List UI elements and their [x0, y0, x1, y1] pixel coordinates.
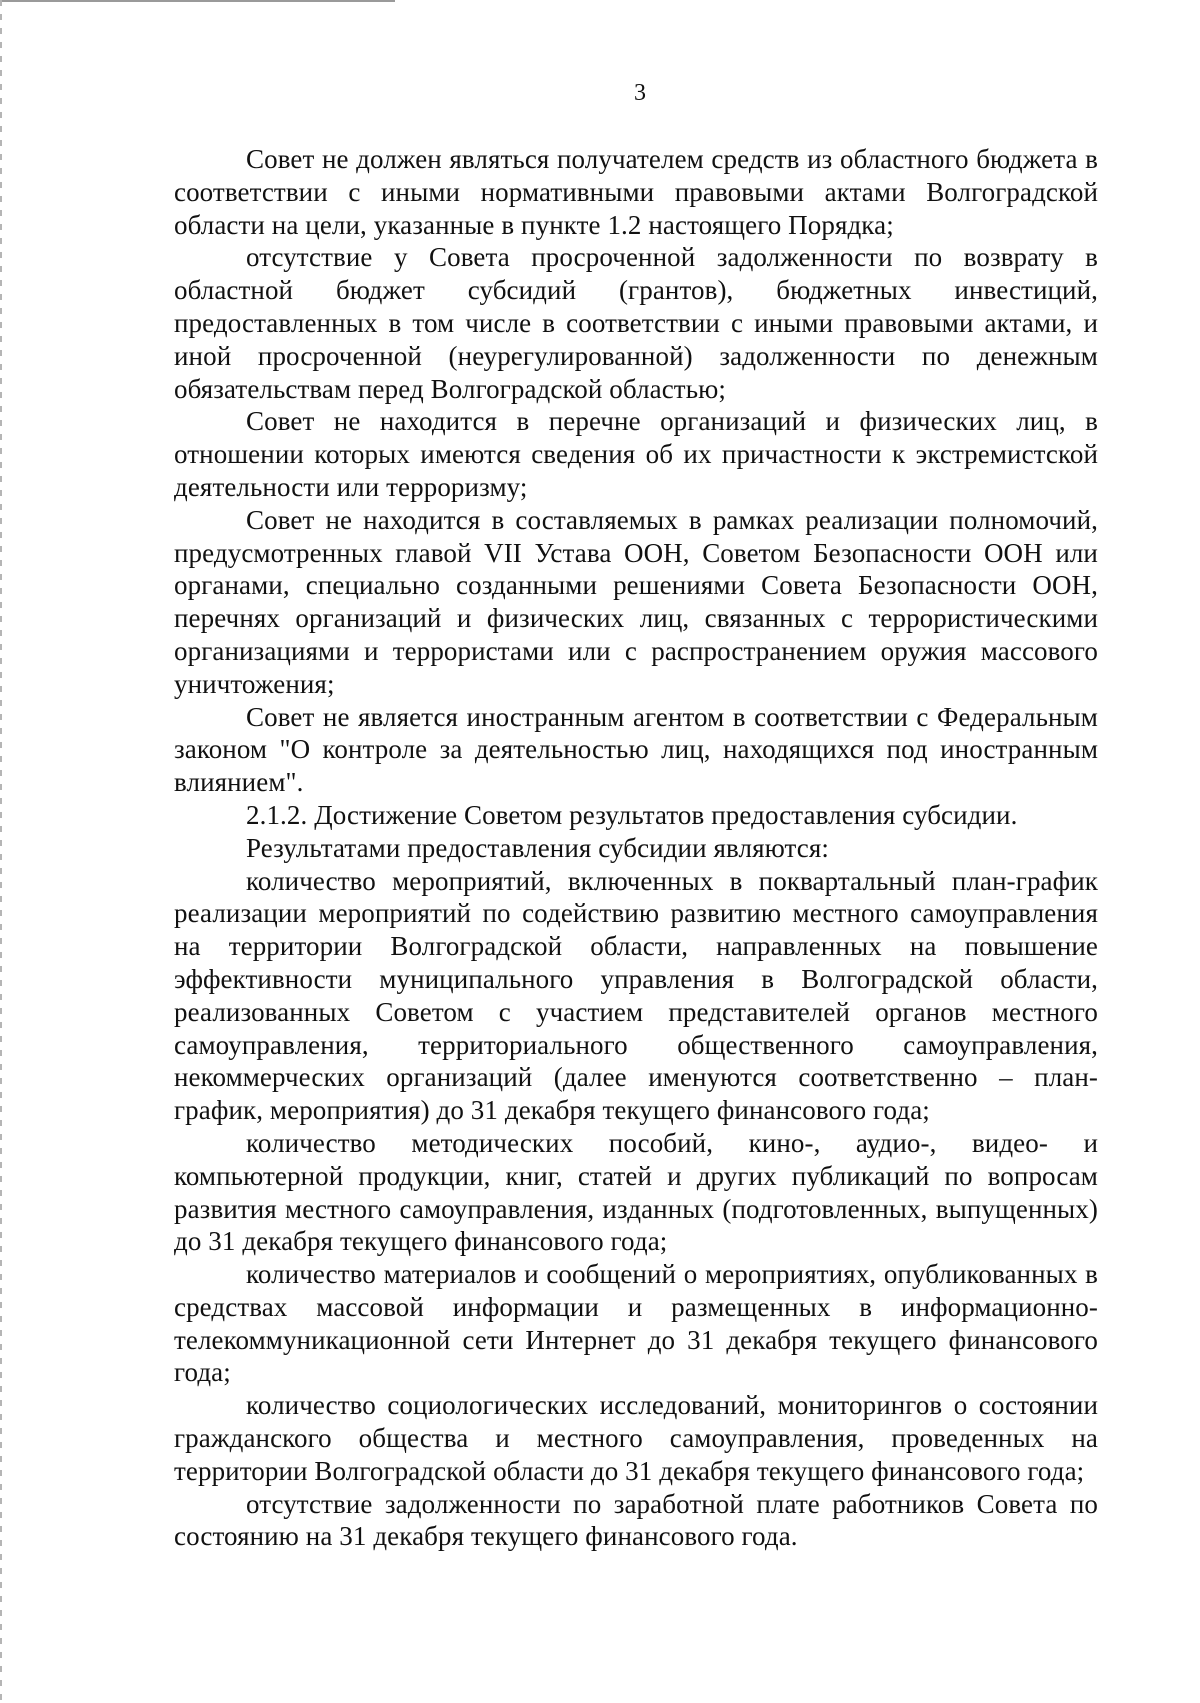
- page-number: 3: [634, 80, 646, 106]
- paragraph-results-intro: Результатами предоставления субсидии являются:: [246, 832, 829, 863]
- paragraph-condition-no-overdue-debt: отсутствие у Совета просроченной задолженности по возврату в областной бюджет субсидий (грантов), бюджетных инвестиций, предоставленных в том числе в соответствии с иными правовыми актами, и иной просроченной (неурегулированной) задолженности по денежным обязательствам перед Волгоградской областью;: [174, 242, 1098, 404]
- scan-edge-dashes: [0, 0, 2, 1703]
- paragraph-condition-not-extremist: Совет не находится в перечне организаций и физических лиц, в отношении которых имеются сведения об их причастности к экстремистской деятельности или терроризму;: [174, 406, 1098, 502]
- paragraph-result-media-materials: количество материалов и сообщений о мероприятиях, опубликованных в средствах массовой информации и размещенных в информационно-телекоммуникационной сети Интернет до 31 декабря текущего финансового года;: [174, 1259, 1098, 1388]
- paragraph-result-no-salary-debt: отсутствие задолженности по заработной плате работников Совета по состоянию на 31 декабря текущего финансового года.: [174, 1488, 1098, 1552]
- scan-edge-line: [0, 0, 395, 2]
- paragraph-result-events: количество мероприятий, включенных в поквартальный план-график реализации мероприятий по содействию развитию местного самоуправления на территории Волгоградской области, направленных на повышение эффективности муниципального управления в Волгоградской области, реализованных Советом с участием представителей органов местного самоуправления, территориального общественного самоуправления, некоммерческих организаций (далее именуются соответственно – план-график, мероприятия) до 31 декабря текущего финансового года;: [174, 865, 1098, 1126]
- paragraph-condition-no-other-funding: Совет не должен являться получателем средств из областного бюджета в соответствии с иными нормативными правовыми актами Волгоградской области на цели, указанные в пункте 1.2 настоящего Порядка;: [174, 144, 1098, 240]
- paragraph-condition-not-un-listed: Совет не находится в составляемых в рамках реализации полномочий, предусмотренных главой VII Устава ООН, Советом Безопасности ООН или органами, специально созданными решениями Совета Безопасности ООН, перечнях организаций и физических лиц, связанных с террористическими организациями и террористами или с распространением оружия массового уничтожения;: [174, 504, 1098, 699]
- section-heading-2-1-2: 2.1.2. Достижение Советом результатов предоставления субсидии.: [246, 799, 1018, 830]
- document-body: [174, 143, 1098, 1553]
- paragraph-result-research: количество социологических исследований, мониторингов о состоянии гражданского общества и местного самоуправления, проведенных на территории Волгоградской области до 31 декабря текущего финансового года;: [174, 1390, 1098, 1486]
- paragraph-condition-not-foreign-agent: Совет не является иностранным агентом в соответствии с Федеральным законом "О контроле за деятельностью лиц, находящихся под иностранным влиянием".: [174, 701, 1098, 798]
- paragraph-result-publications: количество методических пособий, кино-, аудио-, видео- и компьютерной продукции, книг, статей и других публикаций по вопросам развития местного самоуправления, изданных (подготовленных, выпущенных) до 31 декабря текущего финансового года;: [174, 1127, 1098, 1257]
